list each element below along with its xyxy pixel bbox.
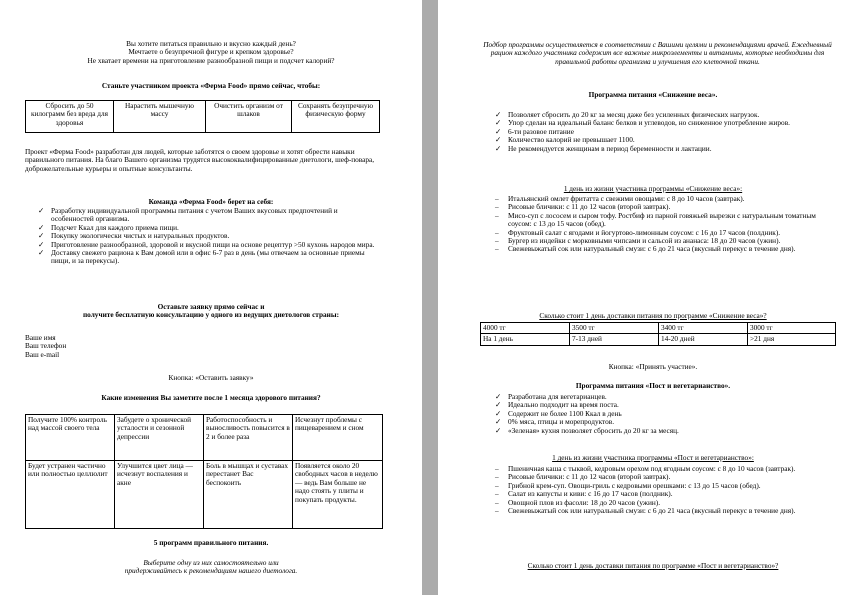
price-cell: 4000 тг — [481, 323, 570, 334]
list-item: ✓ Упор сделан на идеальный баланс белков и углеводов, но сниженное употребление жиров. — [495, 118, 790, 128]
programs-subtitle: Выберите одну из них самостоятельно или придерживайтесь к рекомендациям нашего диетолога. — [124, 558, 298, 576]
price-cell: 3000 тг — [748, 323, 836, 334]
intro-question: Вы хотите питаться правильно и вкусно каждый день? — [126, 39, 296, 48]
list-item: – Итальянский омлет фритатта с свежими овощами: с 8 до 10 часов (завтрак). — [495, 194, 745, 203]
list-item: ✓ Доставку свежего рациона к Вам домой или в офис 6-7 раз в день (мы отвечаем за основные приемы пищи, и за перекусы). — [38, 248, 365, 266]
veg-day-heading: 1 день из жизни участника программы «Пост и вегетарианство»: — [552, 453, 754, 462]
goal-cell: Сбросить до 50 килограмм без вреда для здоровья — [26, 101, 114, 133]
table-cell: Улучшится цвет лица — исчезнут воспаления и акне — [115, 461, 204, 529]
list-item: – Бургер из индейки с морковными чипсами и сальсой из ананаса: 18 до 20 часов (ужин). — [495, 236, 781, 246]
weight-day-heading: 1 день из жизни участника программы «Снижение веса»: — [563, 184, 743, 193]
goal-cell: Очистить организм от шлаков — [206, 101, 292, 133]
table-row — [26, 461, 383, 529]
request-button-note[interactable]: Кнопка: «Оставить заявку» — [168, 373, 254, 382]
weight-cost-heading: Сколько стоит 1 день доставки питания по программе «Снижение веса»? — [539, 311, 767, 320]
veg-features-list — [493, 393, 833, 435]
table-row — [481, 323, 836, 334]
intro-questions — [0, 40, 422, 65]
list-item: – Свежевыжатый сок или натуральный смузи: с 6 до 21 часа (вкусный перекус в течение дня). — [495, 244, 796, 254]
list-item: ✓ Содержит не более 1100 Ккал в день — [495, 408, 622, 418]
selection-note: Подбор программы осуществляется в соответствии с Вашими целями и рекомендациями врачей. Ежедневный рацион каждого участника содержит все важные микроэлементы и витамины, которые необходимы для правильной работы организма и улучшения его клеточной ткани. — [483, 40, 832, 66]
table-row — [481, 334, 836, 345]
list-item: – Грибной крем-суп. Овощи-гриль с кедровыми орешками: с 13 до 15 часов (обед). — [495, 480, 761, 490]
changes-table — [25, 414, 383, 529]
list-item: ✓ 0% мяса, птицы и морепродуктов. — [495, 417, 615, 427]
weight-program-heading: Программа питания «Снижение веса». — [588, 90, 718, 99]
table-cell: Будет устранен частично или полностью целлюлит — [26, 461, 115, 529]
team-heading: Команда «Ферма Food» берет на себя: — [148, 197, 274, 206]
list-item: – Пшеничная каша с тыквой, кедровым орехом под ягодным соусом: с 8 до 10 часов (завтрак). — [495, 464, 796, 473]
about-paragraph: Проект «Ферма Food» разработан для людей, которые заботятся о своем здоровье и хотят обрести навыки правильного питания. На благо Вашего организма трудятся высококвалифицированные диетологи, шеф-повара, доброжелательные курьеры и опытные консультанты. — [25, 147, 375, 173]
goal-cell: Нарастить мышечную массу — [114, 101, 206, 133]
list-item: – Овощной плов из фасоли: 18 до 20 часов (ужин). — [495, 497, 661, 507]
duration-cell: 7-13 дней — [570, 334, 659, 345]
list-item: – Салат из капусты и киви: с 16 до 17 часов (полдник). — [495, 489, 673, 499]
document-page-right — [438, 0, 868, 595]
phone-field[interactable]: Ваш телефон — [25, 341, 67, 351]
duration-cell: >21 дня — [748, 334, 836, 345]
list-item: ✓ Не рекомендуется женщинам в период беременности и лактации. — [495, 143, 712, 153]
list-item: ✓ 6-ти разовое питание — [495, 126, 574, 136]
list-item: ✓ Подсчет Ккал для каждого приема пищи. — [38, 222, 179, 232]
price-cell: 3400 тг — [659, 323, 748, 334]
list-item: – Рисовые бличики: с 11 до 12 часов (второй завтрак). — [495, 202, 671, 212]
table-cell: Работоспособность и выносливость повысится в 2 и более раза — [204, 415, 293, 461]
table-cell: Забудете о хронической усталости и сезонной депрессии — [115, 415, 204, 461]
email-field[interactable]: Ваш e-mail — [25, 349, 60, 359]
goals-table — [25, 100, 380, 133]
table-cell: Боль в мышцах и суставах перестанет Вас беспокоить — [204, 461, 293, 529]
list-item: ✓ Позволяет сбросить до 20 кг за месяц даже без усиленных физических нагрузок. — [495, 110, 760, 119]
request-heading: Оставьте заявку прямо сейчас и получите бесплатную консультацию у одного из ведущих диетологов страны: — [82, 302, 340, 320]
goal-cell: Сохранять безупречную физическую форму — [292, 101, 380, 133]
list-item: – Свежевыжатый сок или натуральный смузи: с 6 до 21 часа (вкусный перекус в течение дня). — [495, 506, 796, 516]
price-cell: 3500 тг — [570, 323, 659, 334]
table-cell: Появляется около 20 свободных часов в неделю — ведь Вам больше не надо стоять у плиты и покупать продукты. — [293, 461, 383, 529]
list-item: ✓ Разработана для вегетарианцев. — [495, 392, 607, 401]
request-form — [25, 334, 66, 359]
veg-cost-heading: Сколько стоит 1 день доставки питания по программе «Пост и вегетарианство»? — [527, 561, 779, 570]
list-item: ✓ Покупку экологически чистых и натуральных продуктов. — [38, 231, 230, 241]
weight-cost-table — [480, 322, 836, 346]
programs-heading: 5 программ правильного питания. — [153, 538, 269, 547]
team-list — [36, 207, 382, 266]
intro-question: Мечтаете о безупречной фигуре и крепком здоровье? — [128, 47, 294, 57]
table-cell: Исчезнут проблемы с пищеварением и сном — [293, 415, 383, 461]
table-row — [26, 415, 383, 461]
list-item: ✓ Приготовление разнообразной, здоровой и вкусной пищи на основе рецептур >50 кухонь народов мира. — [38, 239, 375, 249]
list-item: – Рисовые бличики: с 11 до 12 часов (второй завтрак). — [495, 472, 671, 482]
duration-cell: На 1 день — [481, 334, 570, 345]
join-heading: Станьте участником проекта «Ферма Food» прямо сейчас, чтобы: — [101, 81, 321, 90]
changes-heading: Какие изменения Вы заметите после 1 месяца здорового питания? — [101, 393, 321, 402]
list-item: ✓ Разработку индивидуальной программы питания с учетом Ваших вкусовых предпочтений и особенностей организма. — [38, 206, 338, 224]
list-item: ✓ Идеально подходит на время поста. — [495, 400, 619, 410]
duration-cell: 14-20 дней — [659, 334, 748, 345]
intro-question: Не хватает времени на приготовление разнообразной пищи и подсчет калорий? — [87, 55, 335, 65]
document-page-left — [0, 0, 422, 595]
list-item: ✓ Количество калорий не превышает 1100. — [495, 135, 635, 145]
list-item: – Фруктовый салат с ягодами и йогуртово-лимонным соусом: с 16 до 17 часов (полдник). — [495, 227, 781, 237]
participate-button-note[interactable]: Кнопка: «Принять участие». — [608, 362, 698, 371]
table-cell: Получите 100% контроль над массой своего тела — [26, 415, 115, 461]
name-field[interactable]: Ваше имя — [25, 333, 56, 342]
list-item: ✓ «Зеленая» кухня позволяет сбросить до 20 кг за месяц. — [495, 425, 679, 435]
veg-program-heading: Программа питания «Пост и вегетарианство». — [575, 381, 731, 390]
veg-day-menu — [493, 465, 833, 515]
weight-day-menu — [493, 195, 833, 254]
weight-features-list — [493, 111, 833, 153]
list-item: – Мисо-суп с лососем и сыром тофу. Ростбиф из парной говяжьей вырезки с натуральным томатным соусом: с 13 до 15 часов (обед). — [495, 210, 816, 229]
